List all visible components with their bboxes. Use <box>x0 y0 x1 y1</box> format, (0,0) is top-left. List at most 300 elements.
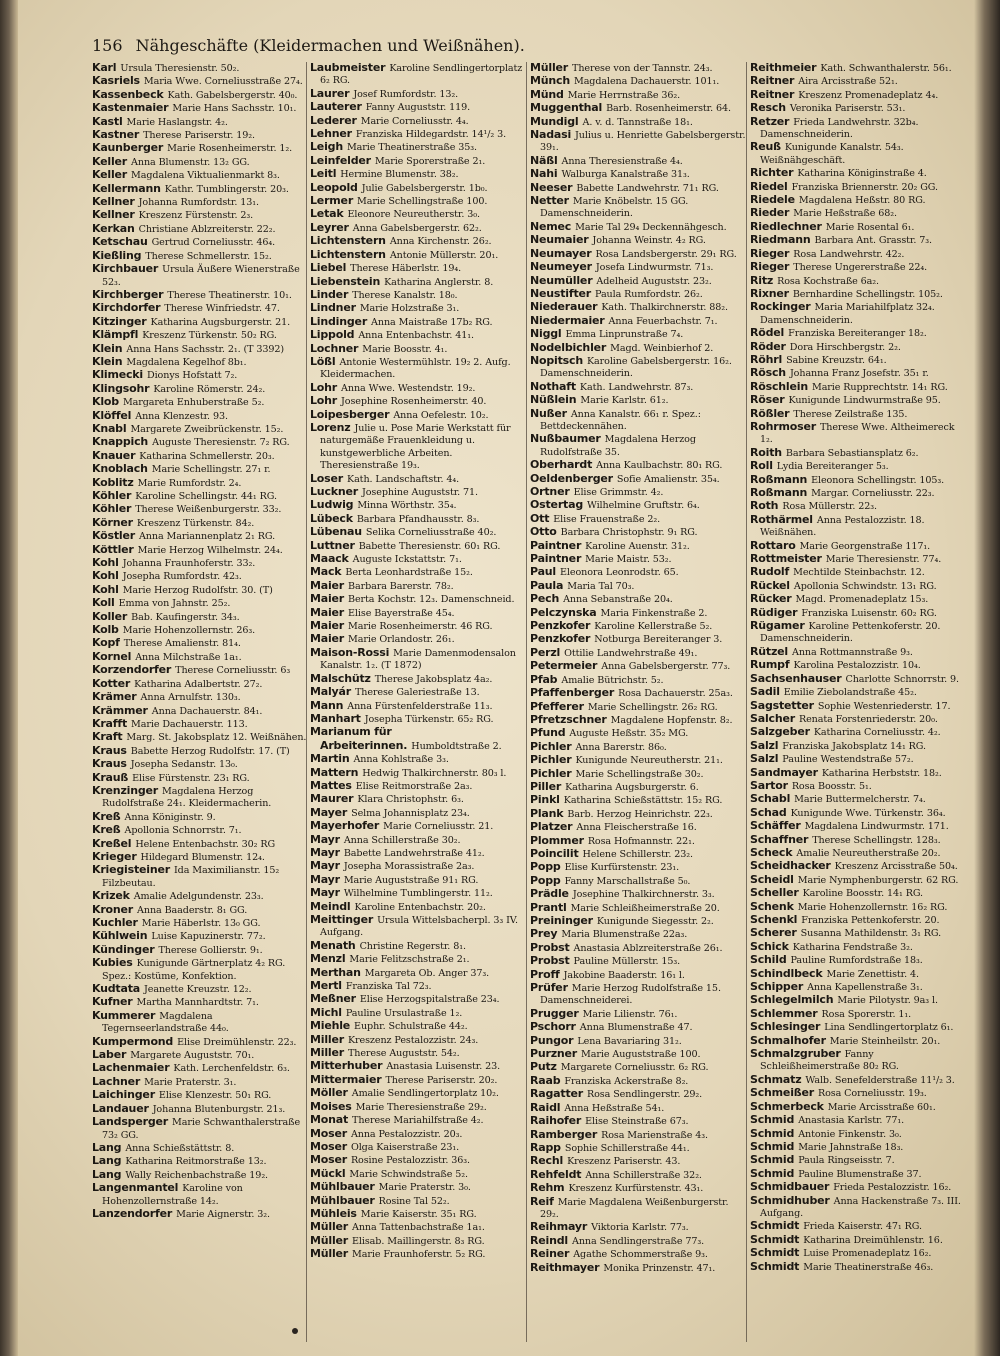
directory-entry <box>310 1235 528 1248</box>
directory-entry <box>750 994 966 1007</box>
entry-surname: Kriegisteiner <box>92 863 170 877</box>
entry-surname: Sachsenhauser <box>750 671 842 685</box>
entry-surname: Schmalzgruber <box>750 1047 841 1061</box>
entry-surname: Rieger <box>750 260 790 274</box>
entry-surname: Reiner <box>530 1247 570 1261</box>
directory-entry <box>310 115 528 128</box>
entry-surname: Purzner <box>530 1047 578 1061</box>
entry-surname: Piller <box>530 779 562 793</box>
directory-entry <box>310 222 528 235</box>
entry-surname: Reitner <box>750 87 795 101</box>
directory-entry <box>530 540 748 553</box>
entry-details: Karoline Kellerstraße 5₂. <box>594 621 713 633</box>
entry-surname: Riedmann <box>750 233 811 247</box>
entry-surname: Knoblach <box>92 462 148 476</box>
entry-surname: Niederauer <box>530 300 598 314</box>
entry-surname: Kuchler <box>92 916 138 929</box>
entry-details: Rosa Corneliusstr. 19₃. <box>817 1088 927 1100</box>
entry-details: Magdalena Kegelhof 8b₁. <box>126 356 247 368</box>
entry-details: Kath. Landwehrstr. 87₃. <box>579 381 694 393</box>
entry-details: Rosa Dachauerstr. 25a₃. <box>618 688 733 700</box>
entry-details: Josepha Rumfordstr. 42₃. <box>122 571 242 583</box>
directory-entry <box>310 940 528 953</box>
entry-surname: Salzl <box>750 738 779 752</box>
entry-surname: Koller <box>92 609 128 623</box>
directory-entry <box>530 221 748 234</box>
entry-surname: Pungor <box>530 1033 574 1047</box>
directory-entry <box>310 673 528 686</box>
directory-entry <box>750 580 966 593</box>
entry-details: Marie Corneliusstr. 21. <box>383 821 494 833</box>
entry-details: Klara Christophstr. 6₃. <box>357 794 464 806</box>
entry-surname: Lederer <box>310 113 357 127</box>
entry-details: Rosa Sendlingerstr. 29₂. <box>587 1089 703 1101</box>
entry-surname: Nemec <box>530 219 572 233</box>
directory-entry <box>750 1128 966 1141</box>
entry-details: Therese Winfriedstr. 47. <box>164 303 280 315</box>
directory-entry <box>530 701 748 714</box>
directory-entry <box>92 490 310 503</box>
entry-surname: Mattes <box>310 778 352 792</box>
entry-surname: Knabl <box>92 421 127 435</box>
entry-details: Magdalena Herzog Rudolfstraße 24₁. Kleidermacherin. <box>102 785 272 810</box>
entry-surname: Scheidhacker <box>750 859 831 873</box>
entry-details: Marie Fraunhoferstr. 5₂ RG. <box>352 1249 486 1261</box>
entry-surname: Kraus <box>92 757 127 771</box>
entry-details: Viktoria Karlstr. 77₃. <box>591 1222 689 1234</box>
directory-entry <box>92 396 310 409</box>
directory-entry <box>530 102 748 115</box>
directory-entry <box>530 1248 748 1261</box>
entry-surname: Mayer <box>310 805 348 819</box>
entry-surname: Kudtata <box>92 982 140 996</box>
page-number: 156 <box>92 36 123 55</box>
entry-surname: Retzer <box>750 114 790 128</box>
entry-details: Anna Sendlingerstraße 77₃. <box>571 1235 705 1247</box>
entry-surname: Ludwig <box>310 498 354 512</box>
entry-details: Babette Theresienstr. 60₁ RG. <box>358 540 501 552</box>
entry-details: Anna Schießstättstr. 8. <box>125 1142 235 1154</box>
directory-entry <box>750 221 966 234</box>
entry-details: Julie Gabelsbergerstr. 1b₀. <box>361 182 488 194</box>
entry-details: Babette Landwehrstr. 71₁ RG. <box>576 182 719 194</box>
entry-details: Pauline Blumenstraße 37. <box>798 1168 922 1180</box>
entry-details: Fanny Marschallstraße 5₀. <box>564 875 691 887</box>
entry-surname: Neustifter <box>530 286 592 300</box>
entry-surname: Rapp <box>530 1140 561 1154</box>
entry-surname: Kraft <box>92 730 123 744</box>
entry-details: Marie Nymphenburgerstr. 62 RG. <box>797 874 959 886</box>
directory-entry <box>310 780 528 793</box>
entry-details: Katharina Fendstraße 3₂. <box>792 941 913 953</box>
entry-surname: Nußbaumer <box>530 432 601 446</box>
directory-entry <box>750 767 966 780</box>
directory-entry <box>92 169 310 182</box>
entry-details: Antonie Müllerstr. 20₁. <box>389 249 499 261</box>
entry-details: Marie Schellingstraße 30₂. <box>575 768 704 780</box>
directory-entry <box>310 1007 528 1020</box>
entry-details: Dora Hirschbergstr. 2₂. <box>789 341 901 353</box>
entry-surname: Neumeyer <box>530 260 592 274</box>
entry-surname: Mückl <box>310 1166 346 1180</box>
directory-entry <box>310 820 528 833</box>
entry-details: Katharina Schmellerstr. 20₃. <box>139 450 275 462</box>
entry-surname: Kerkan <box>92 221 135 235</box>
entry-surname: Meittinger <box>310 913 374 926</box>
entry-surname: Schmid <box>750 1113 795 1127</box>
directory-entry <box>310 289 528 302</box>
entry-details: Amalie Neureutherstraße 20₂. <box>796 847 941 859</box>
directory-entry <box>750 1008 966 1021</box>
directory-entry <box>750 593 966 606</box>
entry-surname: Schmatz <box>750 1072 802 1086</box>
directory-entry <box>750 1101 966 1114</box>
entry-details: Kunigunde Wwe. Türkenstr. 36₄. <box>790 807 946 819</box>
entry-surname: Schick <box>750 939 789 953</box>
directory-entry <box>750 780 966 793</box>
entry-surname: Rehm <box>530 1181 565 1195</box>
directory-entry <box>92 1208 310 1221</box>
entry-surname: Ritz <box>750 273 774 287</box>
directory-entry <box>750 381 966 394</box>
directory-entry <box>92 196 310 209</box>
directory-entry <box>750 487 966 500</box>
entry-details: Franziska Luisenstr. 60₂ RG. <box>801 607 937 619</box>
entry-details: Katharina Königinstraße 4. <box>797 168 927 180</box>
directory-entry <box>310 235 528 248</box>
directory-entry <box>310 726 528 753</box>
directory-entry <box>530 1021 748 1034</box>
entry-details: Therese Schmellerstr. 15₂. <box>145 250 272 262</box>
entry-surname: Lochner <box>310 341 359 355</box>
entry-details: Magdalena Lindwurmstr. 171. <box>804 821 949 833</box>
entry-surname: Kellner <box>92 208 135 222</box>
entry-surname: Kummerer <box>92 1008 156 1022</box>
entry-details: Therese Weißenburgerstr. 33₂. <box>135 504 282 516</box>
directory-entry <box>92 423 310 436</box>
directory-entry <box>310 593 528 606</box>
directory-entry <box>530 915 748 928</box>
entry-details: Amalie Bütrichstr. 5₂. <box>561 674 664 686</box>
entry-details: Josepha Morassistraße 2a₃. <box>343 861 475 873</box>
directory-entry <box>530 1221 748 1234</box>
entry-details: Lina Sendlingertorplatz 6₁. <box>824 1022 954 1034</box>
directory-entry <box>750 500 966 513</box>
directory-entry <box>530 168 748 181</box>
entry-details: Katharina Corneliusstr. 4₂. <box>813 727 941 739</box>
entry-surname: Ott <box>530 511 550 525</box>
entry-details: Frieda Pestalozzistr. 16₂. <box>833 1182 952 1194</box>
entry-details: Franziska Jakobsplatz 14₁ RG. <box>782 740 926 752</box>
entry-details: Marie Rupprechtstr. 14₁ RG. <box>811 381 948 393</box>
directory-entry <box>750 1154 966 1167</box>
entry-details: Barb. Herzog Heinrichstr. 22₃. <box>567 808 713 820</box>
entry-details: Rosa Kochstraße 6a₂. <box>777 275 879 287</box>
directory-entry <box>92 678 310 691</box>
entry-surname: Rottmeister <box>750 552 822 566</box>
entry-details: Marie Heßstraße 68₂. <box>793 208 897 220</box>
directory-entry <box>750 460 966 473</box>
entry-surname: Kohl <box>92 556 119 570</box>
entry-surname: Kastner <box>92 128 140 142</box>
directory-entry <box>750 1234 966 1247</box>
directory-entry <box>750 981 966 994</box>
entry-surname: Schmid <box>750 1126 795 1140</box>
entry-surname: Leigh <box>310 140 343 154</box>
directory-entry <box>92 1116 310 1142</box>
entry-surname: Schmerbeck <box>750 1099 824 1113</box>
directory-entry <box>750 1181 966 1194</box>
entry-surname: Lachenmaier <box>92 1061 170 1075</box>
entry-surname: Schlemmer <box>750 1006 818 1020</box>
directory-entry <box>310 1195 528 1208</box>
entry-details: Therese Galeriestraße 13. <box>354 687 480 699</box>
entry-surname: Pfretzschner <box>530 712 607 726</box>
entry-details: Marie Zenettistr. 4. <box>826 968 919 980</box>
directory-entry <box>92 851 310 864</box>
entry-details: Rosa Landwehrstr. 42₂. <box>793 248 905 260</box>
entry-details: Luise Promenadeplatz 16₂. <box>803 1248 932 1260</box>
directory-entry <box>92 102 310 115</box>
entry-details: Renata Forstenriederstr. 20₀. <box>798 713 938 725</box>
entry-details: Marie Herrnstraße 36₂. <box>567 89 681 101</box>
entry-details: Josephine Rosenheimerstr. 40. <box>341 396 487 408</box>
directory-entry <box>530 727 748 740</box>
directory-entry <box>530 1075 748 1088</box>
directory-entry <box>310 382 528 395</box>
entry-surname: Letak <box>310 207 344 221</box>
entry-surname: Prädle <box>530 887 569 901</box>
entry-surname: Lohr <box>310 380 338 394</box>
entry-details: Marie Schellingstr. 26₂ RG. <box>587 701 718 713</box>
directory-entry <box>530 155 748 168</box>
directory-entry <box>750 1261 966 1274</box>
entry-surname: Moser <box>310 1153 347 1167</box>
entry-surname: Kreßel <box>92 836 132 850</box>
entry-surname: Mattern <box>310 765 359 779</box>
directory-entry <box>92 383 310 396</box>
entry-details: Marie Hohenzollernstr. 26₃. <box>122 625 256 637</box>
directory-entry <box>750 700 966 713</box>
directory-entry <box>310 1020 528 1033</box>
entry-details: Anna Schillerstraße 30₂. <box>343 834 461 846</box>
entry-details: Marie Theresienstr. 77₄. <box>825 554 942 566</box>
entry-surname: Plank <box>530 806 564 820</box>
entry-details: Marie Rosenheimerstr. 46 RG. <box>348 621 493 633</box>
directory-entry <box>92 530 310 543</box>
entry-surname: Miller <box>310 1032 344 1046</box>
entry-surname: Pinkl <box>530 793 560 807</box>
entry-details: Kath. Lerchenfeldstr. 6₃. <box>173 1063 290 1075</box>
entry-surname: Lichtenstern <box>310 234 386 248</box>
entry-surname: Schmid <box>750 1153 795 1167</box>
entry-details: Frieda Kaiserstr. 47₁ RG. <box>803 1221 922 1233</box>
directory-entry <box>750 447 966 460</box>
directory-entry <box>310 62 528 88</box>
entry-surname: Schmidt <box>750 1246 800 1260</box>
entry-details: Sabine Kreuzstr. 64₁. <box>786 354 887 366</box>
entry-details: Pauline Westendstraße 57₂. <box>782 754 914 766</box>
directory-entry <box>530 835 748 848</box>
directory-entry <box>92 263 310 289</box>
entry-details: Magdalena Dachauerstr. 101₁. <box>573 76 720 88</box>
entry-details: Margarete Auguststr. 70₁. <box>130 1050 255 1062</box>
entry-details: Therese Kanalstr. 18₀. <box>352 289 458 301</box>
entry-surname: Mitterhuber <box>310 1059 383 1073</box>
directory-entry <box>92 930 310 943</box>
entry-details: Marie Schellingstr. 27₁ r. <box>151 464 271 476</box>
entry-surname: Reithmeier <box>750 62 817 74</box>
entry-details: Marie Theatinerstraße 46₃. <box>803 1261 934 1273</box>
directory-entry <box>530 620 748 633</box>
entry-surname: Kastenmaier <box>92 101 169 115</box>
entry-details: Marie Schleißheimerstraße 20. <box>570 902 720 914</box>
directory-entry <box>750 207 966 220</box>
entry-details: Elise Reitmorstraße 2a₃. <box>355 780 473 792</box>
entry-surname: Lindinger <box>310 314 368 328</box>
directory-entry <box>310 713 528 726</box>
directory-entry <box>530 1048 748 1061</box>
entry-surname: Kaunberger <box>92 141 164 155</box>
directory-entry <box>530 513 748 526</box>
entry-surname: Lauterer <box>310 100 362 114</box>
entry-surname: Kreß <box>92 823 121 837</box>
entry-surname: Sagstetter <box>750 698 814 712</box>
directory-entry <box>750 89 966 102</box>
entry-surname: Köhler <box>92 502 132 516</box>
entry-details: Magdalena Tegernseerlandstraße 44₀. <box>102 1010 229 1035</box>
directory-entry <box>750 686 966 699</box>
entry-details: Karoline Pettenkoferstr. 20. Damenschneiderin. <box>760 621 941 645</box>
directory-entry <box>92 329 310 342</box>
directory-entry <box>750 275 966 288</box>
entry-details: Anna Mariannenplatz 2₁ RG. <box>138 531 276 543</box>
entry-details: Marie Georgenstraße 117₁. <box>799 540 931 552</box>
directory-entry <box>92 758 310 771</box>
entry-details: Antonie Finkenstr. 3₀. <box>798 1128 902 1140</box>
directory-entry <box>92 664 310 677</box>
entry-details: Marie Tal 29₄ Deckennähgesch. <box>575 221 727 233</box>
entry-details: Rosa Hofmannstr. 22₁. <box>587 835 695 847</box>
entry-details: Bab. Kaufingerstr. 34₃. <box>131 611 240 623</box>
directory-entry <box>750 847 966 860</box>
entry-surname: Schindlbeck <box>750 966 823 980</box>
entry-details: Katharina Herbststr. 18₂. <box>821 767 942 779</box>
entry-details: Barb. Rosenheimerstr. 64. <box>606 103 731 115</box>
entry-surname: Raihofer <box>530 1114 582 1128</box>
entry-details: Karoline Entenbachstr. 20₂. <box>354 901 486 913</box>
entry-details: Antonie Westermühlstr. 19₂ 2. Aufg. Kleidermachen. <box>320 356 511 381</box>
entry-surname: Koblitz <box>92 475 134 489</box>
entry-details: Mechtilde Steinbachstr. 12. <box>793 567 925 579</box>
page-edge <box>974 0 1000 1356</box>
entry-details: Lena Bavariaring 31₂. <box>577 1035 682 1047</box>
entry-surname: Mayr <box>310 872 340 886</box>
entry-surname: Salcher <box>750 711 795 725</box>
entry-details: Franziska Briennerstr. 20₂ GG. <box>791 181 938 193</box>
entry-details: Johanna Fraunhoferstr. 33₂. <box>122 558 256 570</box>
entry-details: Kath. Schwanthalerstr. 56₁. <box>820 63 952 74</box>
directory-entry <box>310 1154 528 1167</box>
directory-entry <box>92 142 310 155</box>
entry-details: Kunigunde Siegesstr. 2₂. <box>596 916 714 927</box>
directory-entry <box>92 1049 310 1062</box>
directory-entry <box>310 1114 528 1127</box>
entry-details: Anna Wwe. Westendstr. 19₂. <box>341 382 476 394</box>
directory-entry <box>310 647 528 673</box>
directory-entry <box>92 1103 310 1116</box>
directory-entry <box>750 726 966 739</box>
entry-surname: Kellermann <box>92 181 161 195</box>
directory-entry <box>310 526 528 539</box>
entry-details: Dionys Hofstatt 7₂. <box>147 370 238 382</box>
entry-details: Karoline Gabelsbergerstr. 16₂. Damenschneiderin. <box>540 355 732 380</box>
entry-details: Anna Dachauerstr. 84₁. <box>151 705 263 717</box>
directory-entry <box>310 847 528 860</box>
directory-entry <box>530 89 748 102</box>
entry-surname: Kufner <box>92 995 133 1009</box>
entry-details: Berta Leonhardstraße 15₂. <box>345 567 473 579</box>
entry-surname: Paintner <box>530 538 582 552</box>
directory-entry <box>92 250 310 263</box>
entry-details: Julie u. Pose Marie Werkstatt für naturgemäße Frauenkleidung u. kunstgewerbliche Arbeiten. Theresienstraße 19₃. <box>320 422 511 472</box>
directory-entry <box>750 1220 966 1233</box>
entry-surname: Ragatter <box>530 1087 583 1101</box>
directory-entry <box>530 1061 748 1074</box>
directory-entry <box>310 1248 528 1261</box>
directory-entry <box>750 659 966 672</box>
entry-details: Kreszenz Fürstenstr. 2₃. <box>138 210 254 222</box>
directory-entry <box>530 288 748 301</box>
directory-entry <box>310 1208 528 1221</box>
directory-entry <box>750 62 966 75</box>
entry-surname: Maier <box>310 605 345 619</box>
entry-details: Jeanette Kreuzstr. 12₂. <box>144 984 252 996</box>
entry-details: Marie Praterstr. 3₀. <box>378 1182 471 1194</box>
directory-entry <box>310 620 528 633</box>
directory-entry <box>750 141 966 167</box>
directory-entry <box>530 1262 748 1275</box>
entry-details: Lydia Bereiteranger 5₃. <box>776 461 889 473</box>
directory-entry <box>530 848 748 861</box>
directory-entry <box>750 367 966 380</box>
entry-details: Gertrud Corneliusstr. 46₄. <box>151 237 276 249</box>
entry-surname: Penzkofer <box>530 632 591 646</box>
entry-details: Apollonia Schwindstr. 13₁ RG. <box>793 580 937 592</box>
directory-entry <box>750 341 966 354</box>
entry-surname: Schmid <box>750 1139 795 1153</box>
entry-details: Marie Knöbelstr. 15 GG. Damenschneiderin. <box>540 196 689 220</box>
entry-surname: Liebel <box>310 261 347 275</box>
entry-surname: Klämpfl <box>92 328 139 342</box>
entry-details: Anna Hans Sachsstr. 2₁. (T 3392) <box>126 343 285 355</box>
entry-surname: Schipper <box>750 980 804 994</box>
entry-surname: Landauer <box>92 1101 149 1115</box>
directory-entry <box>750 793 966 806</box>
directory-entry <box>530 875 748 888</box>
directory-entry <box>92 624 310 637</box>
entry-surname: Netter <box>530 194 569 208</box>
directory-entry <box>530 459 748 472</box>
entry-surname: Loipesberger <box>310 407 390 421</box>
entry-surname: Michl <box>310 1005 342 1019</box>
entry-details: Anna Maistraße 17b₂ RG. <box>371 316 493 328</box>
entry-details: Marie Jahnstraße 18₃. <box>798 1141 904 1153</box>
directory-entry <box>92 1142 310 1155</box>
entry-surname: Rechl <box>530 1154 564 1168</box>
entry-details: Notburga Bereiteranger 3. <box>594 634 723 646</box>
directory-entry <box>530 580 748 593</box>
